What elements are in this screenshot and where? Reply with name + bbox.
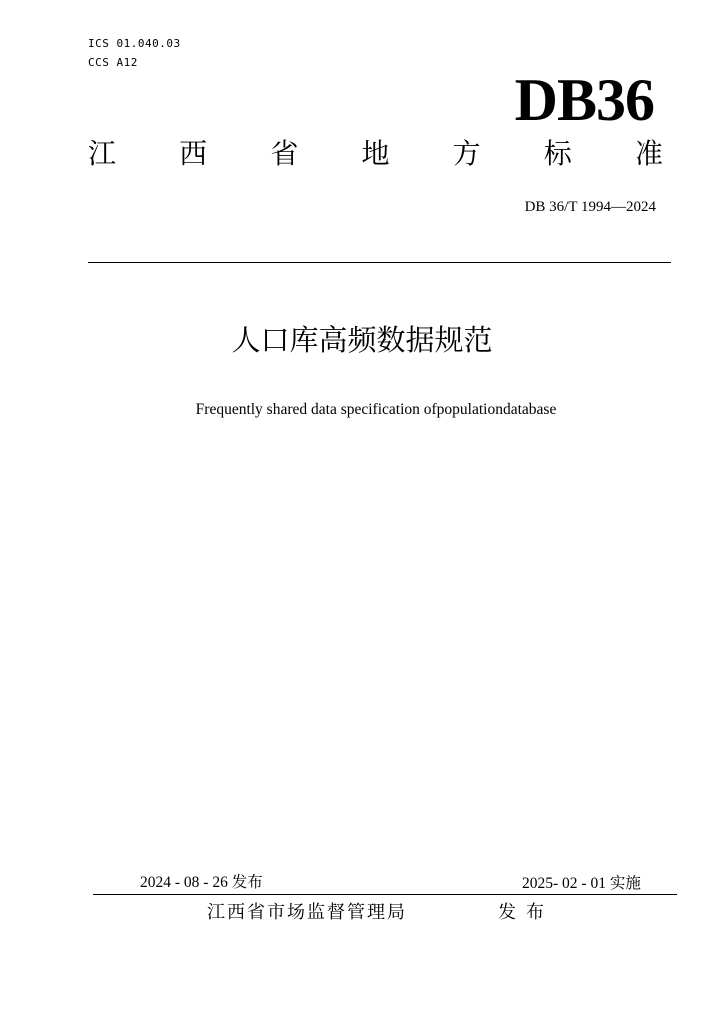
issue-date: 2024 - 08 - 26 发布 [140,874,263,891]
top-divider [88,262,671,263]
standard-type-char: 准 [634,137,663,170]
implement-date: 2025- 02 - 01 实施 [522,875,641,892]
standard-number: DB 36/T 1994—2024 [524,199,656,215]
title-chinese: 人口库高频数据规范 [231,323,493,357]
issuer-name: 江西省市场监督管理局 [207,902,407,923]
title-english: Frequently shared data specification ofpopulationdatabase [195,401,557,418]
standard-type-char: 省 [270,137,299,170]
standard-type-heading [88,137,663,170]
standard-type-char: 地 [361,137,390,170]
standard-type-char: 方 [452,137,481,170]
standard-type-char: 西 [179,137,208,170]
standard-type-char: 江 [88,137,117,170]
issue-word: 发布 [498,902,554,923]
ccs-code: CCS A12 [88,56,138,69]
standard-type-char: 标 [543,137,572,170]
ics-code: ICS 01.040.03 [88,37,181,50]
bottom-divider [93,894,677,895]
db-logo: DB36 [514,67,654,133]
